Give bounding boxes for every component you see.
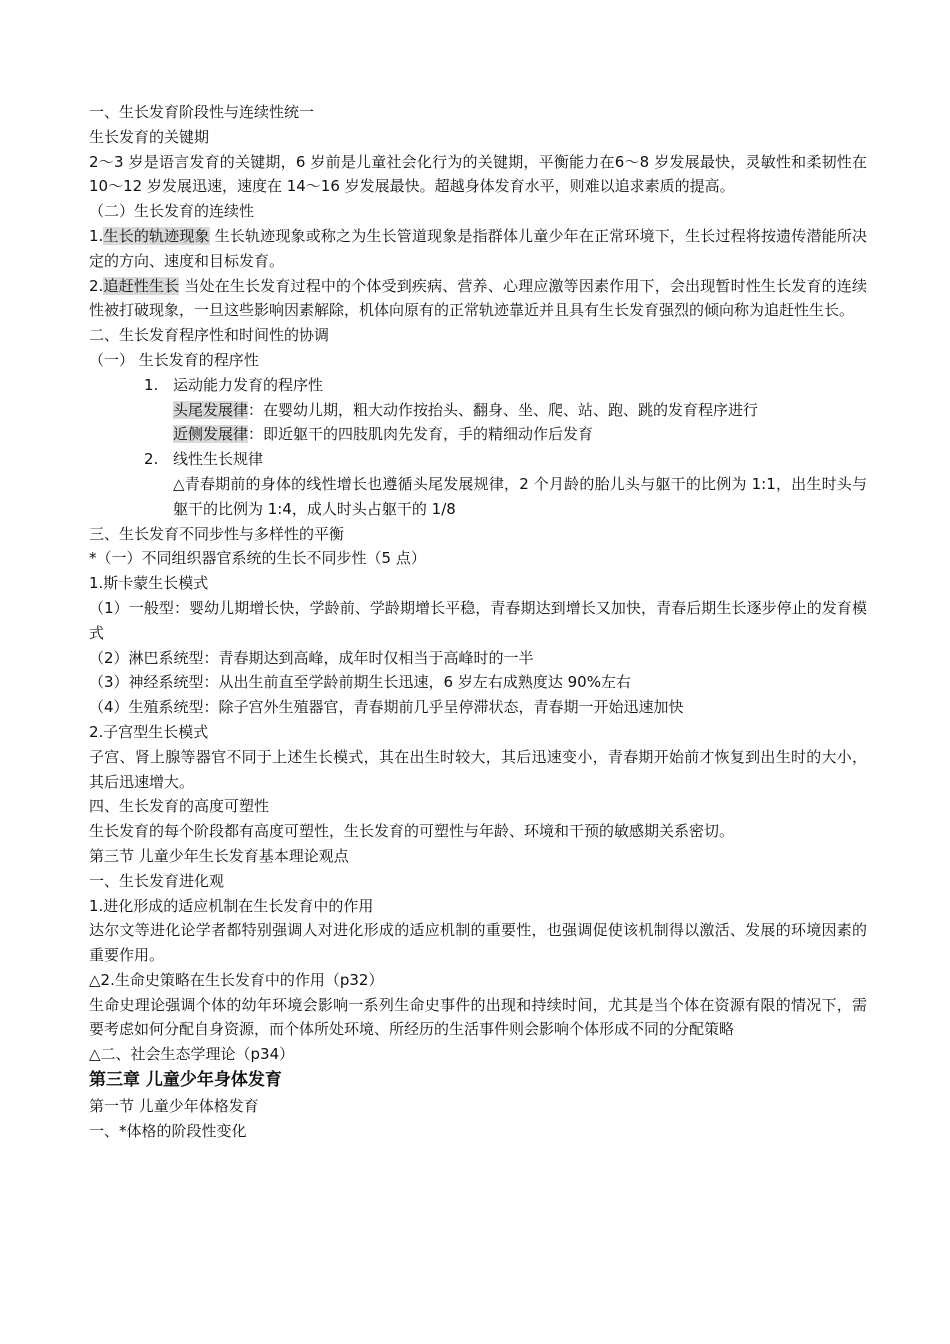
highlighted-term: 头尾发展律 bbox=[173, 400, 249, 419]
item-text: 线性生长规律 bbox=[173, 450, 264, 469]
item-number: 1. bbox=[89, 226, 104, 245]
section-heading: 四、生长发育的高度可塑性 bbox=[89, 797, 270, 816]
subheading: 生长发育的关键期 bbox=[89, 127, 210, 146]
item-number: 2. bbox=[89, 276, 104, 295]
section-heading: 三、生长发育不同步性与多样性的平衡 bbox=[89, 524, 345, 543]
highlighted-term: 生长的轨迹现象 bbox=[103, 226, 210, 245]
numbered-item bbox=[89, 373, 867, 398]
item-number: 1. bbox=[144, 375, 159, 394]
item-text: 当处在生长发育过程中的个体受到疾病、营养、心理应激等因素作用下，会出现暂时性生长发育的连续性被打破现象，一旦这些影响因素解除，机体向原有的正常轨迹靠近并且具有生长发育强烈的倾向称为追赶性生长。 bbox=[89, 276, 867, 320]
item-text: 生长轨迹现象或称之为生长管道现象是指群体儿童少年在正常环境下，生长过程将按遗传潜能所决定的方向、速度和目标发育。 bbox=[89, 226, 867, 270]
highlighted-term: 近侧发展律 bbox=[173, 425, 249, 444]
section-heading: 二、生长发育程序性和时间性的协调 bbox=[89, 326, 330, 345]
paragraph bbox=[89, 422, 867, 447]
section-heading: 一、生长发育进化观 bbox=[89, 871, 225, 890]
chapter-title: 第三章 儿童少年身体发育 bbox=[89, 1070, 282, 1091]
subheading: 1.斯卡蒙生长模式 bbox=[89, 574, 209, 593]
item-number: 2. bbox=[144, 450, 159, 469]
highlighted-term: 追赶性生长 bbox=[103, 276, 180, 295]
section-title: 第一节 儿童少年体格发育 bbox=[89, 1097, 259, 1116]
subheading: *（一）不同组织器官系统的生长不同步性（5 点） bbox=[89, 549, 426, 568]
paragraph bbox=[89, 398, 867, 423]
paragraph bbox=[89, 224, 867, 274]
paragraph: （4）生殖系统型：除子宫外生殖器官，青春期前几乎呈停滞状态，青春期一开始迅速加快 bbox=[89, 698, 684, 717]
section-heading: 一、*体格的阶段性变化 bbox=[89, 1121, 247, 1140]
paragraph: （1）一般型：婴幼儿期增长快，学龄前、学龄期增长平稳，青春期达到增长又加快，青春后期生长逐步停止的发育模式 bbox=[89, 598, 867, 642]
subheading: （二）生长发育的连续性 bbox=[89, 202, 255, 221]
paragraph: 生长发育的每个阶段都有高度可塑性，生长发育的可塑性与年龄、环境和干预的敏感期关系密切。 bbox=[89, 822, 735, 841]
paragraph: 达尔文等进化论学者都特别强调人对进化形成的适应机制的重要性，也强调促使该机制得以激活、发展的环境因素的重要作用。 bbox=[89, 921, 867, 965]
subheading: 1.进化形成的适应机制在生长发育中的作用 bbox=[89, 896, 374, 915]
paragraph bbox=[89, 274, 867, 324]
paragraph: △青春期前的身体的线性增长也遵循头尾发展规律，2 个月龄的胎儿头与躯干的比例为 1:1，出生时头与躯干的比例为 1:4，成人时头占躯干的 1/8 bbox=[173, 474, 867, 518]
section-title: 第三节 儿童少年生长发育基本理论观点 bbox=[89, 846, 349, 865]
item-text: ：在婴幼儿期，粗大动作按抬头、翻身、坐、爬、站、跑、跳的发育程序进行 bbox=[248, 400, 759, 419]
paragraph: （2）淋巴系统型：青春期达到高峰，成年时仅相当于高峰时的一半 bbox=[89, 648, 534, 667]
section-heading: △二、社会生态学理论（p34） bbox=[89, 1045, 295, 1064]
paragraph: （3）神经系统型：从出生前直至学龄前期生长迅速，6 岁左右成熟度达 90%左右 bbox=[89, 673, 631, 692]
document-page bbox=[89, 100, 867, 1144]
item-text: ：即近躯干的四肢肌肉先发育，手的精细动作后发育 bbox=[248, 425, 594, 444]
subheading: （一） 生长发育的程序性 bbox=[89, 350, 259, 369]
paragraph: 子宫、肾上腺等器官不同于上述生长模式，其在出生时较大，其后迅速变小，青春期开始前才恢复到出生时的大小，其后迅速增大。 bbox=[89, 747, 867, 791]
paragraph: 生命史理论强调个体的幼年环境会影响一系列生命史事件的出现和持续时间，尤其是当个体在资源有限的情况下，需要考虑如何分配自身资源，而个体所处环境、所经历的生活事件则会影响个体形成不同的分配策略 bbox=[89, 995, 867, 1039]
numbered-item bbox=[89, 447, 867, 472]
subheading: 2.子宫型生长模式 bbox=[89, 722, 209, 741]
subheading: △2.生命史策略在生长发育中的作用（p32） bbox=[89, 970, 384, 989]
section-heading: 一、生长发育阶段性与连续性统一 bbox=[89, 103, 315, 121]
item-text: 运动能力发育的程序性 bbox=[173, 375, 324, 394]
paragraph: 2～3 岁是语言发育的关键期，6 岁前是儿童社会化行为的关键期，平衡能力在6～8 岁发展最快，灵敏性和柔韧性在 10～12 岁发展迅速，速度在 14～16 岁发展最快。超越身体发育水平，则难以追求素质的提高。 bbox=[89, 152, 867, 196]
